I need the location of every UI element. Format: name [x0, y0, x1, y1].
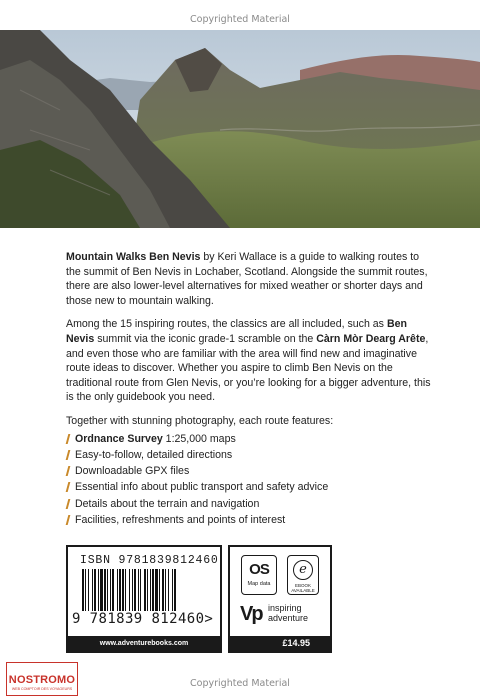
copyright-watermark-top: Copyrighted Material: [190, 14, 290, 25]
feature-item: Facilities, refreshments and points of interest: [66, 512, 436, 528]
publisher-url: www.adventurebooks.com: [68, 636, 220, 651]
features-intro: Together with stunning photography, each route features:: [66, 414, 334, 427]
ebook-icon: e: [293, 560, 313, 580]
intro-text: by Keri Wallace is a guide to walking routes to the summit of Ben Nevis in Lochaber, Scotland. Alongside the summit routes, there are also lower-level alternatives for mixed weather or shorter days and those new to mountain walking.: [66, 251, 428, 307]
feature-item: Essential info about public transport and safety advice: [66, 479, 436, 495]
feature-os-bold: Ordnance Survey: [75, 432, 163, 445]
slogan-line-2: adventure: [268, 613, 309, 623]
routes-text-c: , and even those who are familiar with the area will find new and imaginative route ideas to discover. Whether you aspire to climb Ben Nevis on the traditional route from Glen Nevis, or you’re looking for a bigger adventure, this is the only guidebook you need.: [66, 332, 431, 404]
mountain-landscape-image: [0, 30, 480, 228]
os-label: Map data: [247, 581, 271, 587]
paragraph-intro: [66, 250, 436, 308]
seller-name: NOSTROMO: [8, 674, 76, 686]
ordnance-survey-logo: [241, 555, 277, 595]
back-cover-description: [66, 250, 436, 528]
copyright-watermark-bottom: Copyrighted Material: [190, 678, 290, 689]
routes-highlight-ben-nevis: Ben Nevis: [66, 318, 407, 345]
routes-highlight-arete: Càrn Mòr Dearg Arête: [316, 332, 426, 345]
feature-item: Details about the terrain and navigation: [66, 496, 436, 512]
barcode-graphic: [82, 569, 206, 611]
ebook-available-logo: [287, 555, 319, 595]
seller-logo: [6, 662, 78, 696]
feature-item: Downloadable GPX files: [66, 463, 436, 479]
paragraph-routes: [66, 317, 436, 405]
book-title: Mountain Walks Ben Nevis: [66, 251, 201, 263]
publisher-slogan: [268, 603, 308, 623]
ebook-label: EBOOK AVAILABLE: [291, 583, 315, 593]
isbn-digits: 9 781839 812460>: [72, 611, 214, 627]
feature-list: [66, 431, 436, 529]
feature-item: [66, 431, 436, 447]
slogan-line-1: inspiring: [268, 603, 302, 613]
routes-text-b: summit via the iconic grade-1 scramble on the: [94, 332, 317, 345]
os-icon: OS: [249, 561, 269, 578]
price-label: £14.95: [230, 636, 330, 651]
isbn-label: ISBN 9781839812460: [80, 554, 219, 567]
routes-text-a: Among the 15 inspiring routes, the classics are all included, such as: [66, 318, 387, 331]
isbn-barcode-panel: [66, 545, 222, 653]
vertebrate-publishing-icon: Vp: [240, 603, 262, 625]
feature-item: Easy-to-follow, detailed directions: [66, 447, 436, 463]
feature-os-text: 1:25,000 maps: [162, 432, 236, 445]
publisher-logos-panel: [228, 545, 332, 653]
seller-tagline: WEB COMPTOIR DES VOYAGEURS: [11, 687, 73, 691]
cover-photo-mountains: [0, 30, 480, 228]
